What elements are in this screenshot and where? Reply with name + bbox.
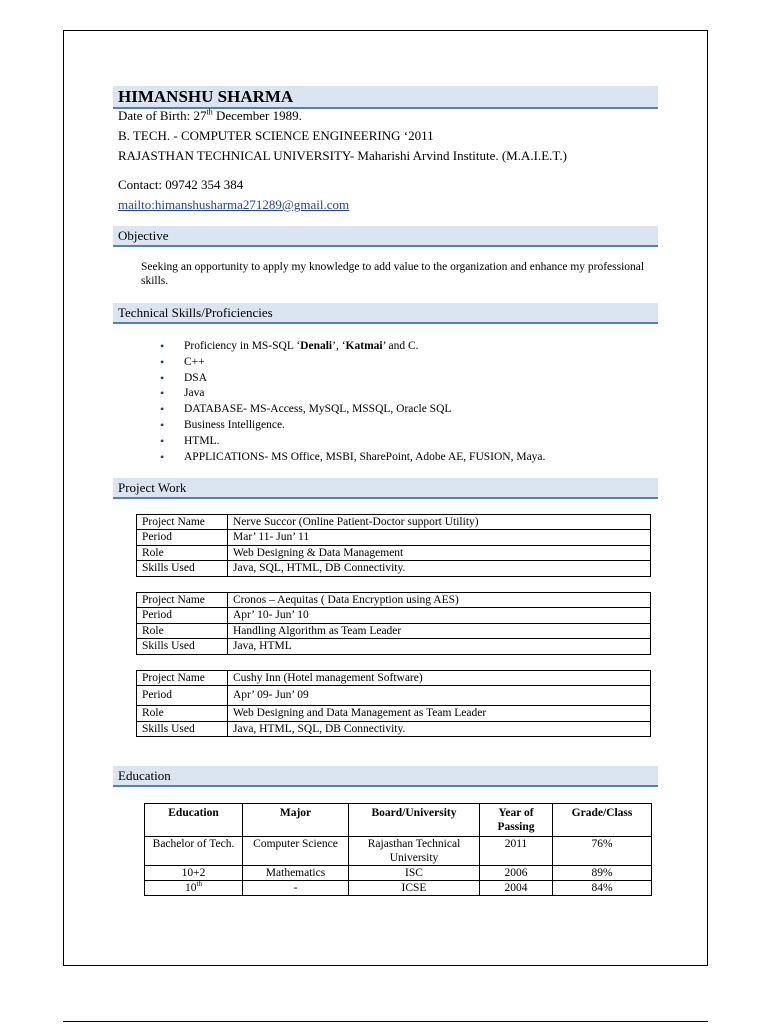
table-row: Period Apr’ 09- Jun’ 09 — [137, 686, 651, 706]
table-row: Project Name Cronos – Aequitas ( Data Encryption using AES) — [137, 593, 651, 608]
degree-line: B. TECH. - COMPUTER SCIENCE ENGINEERING ‘2011 — [118, 128, 434, 143]
email-link[interactable]: mailto:himanshusharma271289@gmail.com — [118, 197, 350, 212]
footer-rule — [63, 1021, 708, 1022]
skills-list — [160, 339, 545, 465]
skills-heading: Technical Skills/Proficiencies — [113, 303, 658, 324]
table-row: Project Name Nerve Succor (Online Patient-Doctor support Utility) — [137, 515, 651, 530]
skill-item: • Java — [160, 386, 545, 402]
project-table — [136, 592, 651, 655]
skill-item: • DSA — [160, 371, 545, 387]
skill-item: • Proficiency in MS-SQL ‘Denali’, ‘Katmai’ and C. — [160, 339, 545, 355]
table-row: Period Mar’ 11- Jun’ 11 — [137, 530, 651, 545]
table-row: 10+2 Mathematics ISC 2006 89% — [145, 866, 652, 881]
objective-heading: Objective — [113, 226, 658, 247]
project-table — [136, 514, 651, 577]
education-heading: Education — [113, 766, 658, 787]
project-heading: Project Work — [113, 478, 658, 499]
table-row: Role Web Designing and Data Management as Team Leader — [137, 706, 651, 721]
table-row: Skills Used Java, SQL, HTML, DB Connectivity. — [137, 561, 651, 576]
skill-item: • DATABASE- MS-Access, MySQL, MSSQL, Oracle SQL — [160, 402, 545, 418]
table-row: Skills Used Java, HTML, SQL, DB Connectivity. — [137, 721, 651, 736]
table-row: Bachelor of Tech. Computer Science Rajasthan Technical University 2011 76% — [145, 837, 652, 866]
table-row: Project Name Cushy Inn (Hotel management Software) — [137, 671, 651, 686]
table-row: Role Web Designing & Data Management — [137, 545, 651, 560]
skill-item: • C++ — [160, 355, 545, 371]
candidate-name: HIMANSHU SHARMA — [113, 86, 658, 109]
project-table — [136, 670, 651, 737]
table-row: Period Apr’ 10- Jun’ 10 — [137, 608, 651, 623]
skill-item: • APPLICATIONS- MS Office, MSBI, SharePoint, Adobe AE, FUSION, Maya. — [160, 450, 545, 466]
contact-line: Contact: 09742 354 384 — [118, 177, 244, 192]
date-of-birth: Date of Birth: 27th December 1989. — [118, 107, 302, 123]
university-line: RAJASTHAN TECHNICAL UNIVERSITY- Maharishi Arvind Institute. (M.A.I.E.T.) — [118, 148, 567, 163]
skill-item: • Business Intelligence. — [160, 418, 545, 434]
table-row: 10th - ICSE 2004 84% — [145, 881, 652, 896]
skill-item: • HTML. — [160, 434, 545, 450]
table-header-row: Education Major Board/University Year of Passing Grade/Class — [145, 804, 652, 837]
table-row: Skills Used Java, HTML — [137, 639, 651, 654]
objective-text: Seeking an opportunity to apply my knowledge to add value to the organization and enhance my professional skills. — [141, 261, 645, 287]
table-row: Role Handling Algorithm as Team Leader — [137, 623, 651, 638]
education-table — [144, 803, 652, 896]
